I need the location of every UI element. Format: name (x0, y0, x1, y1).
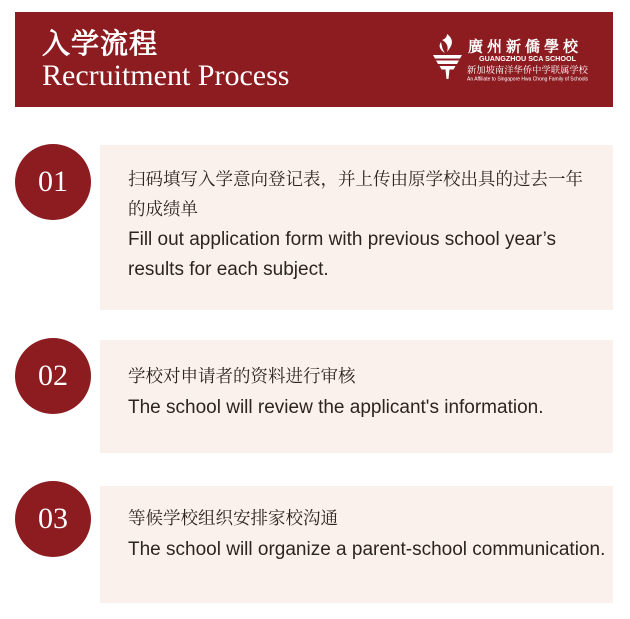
step-text-en: Fill out application form with previous school year’s (128, 229, 557, 251)
torch-icon (433, 34, 462, 79)
step-number-badge (15, 338, 91, 414)
step-text-en: The school will organize a parent-school communication. (128, 538, 606, 560)
step-card (100, 340, 613, 453)
step-item (0, 145, 630, 310)
step-card (100, 486, 613, 603)
step-text-en: The school will review the applicant's information. (128, 396, 544, 418)
page-title-en: Recruitment Process (42, 59, 290, 92)
logo-affiliation-en: An Affiliate to Singapore Hwa Chong Family of Schools (467, 76, 589, 83)
step-text-zh: 等候学校组织安排家校沟通 (128, 509, 338, 529)
step-number-badge (15, 481, 91, 557)
logo-name-en: GUANGZHOU SCA SCHOOL (479, 54, 577, 63)
step-text-zh: 学校对申请者的资料进行审核 (128, 367, 356, 387)
step-text-zh: 的成绩单 (128, 199, 198, 220)
step-text-zh: 扫码填写入学意向登记表，并上传由原学校出具的过去一年 (128, 170, 583, 190)
step-number: 01 (38, 165, 68, 198)
step-number-badge (15, 144, 91, 220)
step-text (128, 505, 605, 564)
logo-name-zh: 廣州新僑學校 (468, 37, 578, 56)
step-text (128, 363, 544, 422)
header-banner (15, 12, 613, 107)
logo-affiliation-zh: 新加坡南洋华侨中学联属学校 (467, 65, 588, 76)
school-logo (430, 32, 592, 84)
step-number: 02 (38, 359, 68, 392)
step-card (100, 145, 613, 310)
page-title-zh: 入学流程 (42, 27, 159, 60)
step-item (0, 486, 630, 603)
step-item (0, 340, 630, 453)
step-text (128, 166, 583, 285)
step-number: 03 (38, 502, 68, 535)
step-text-en: results for each subject. (128, 259, 329, 281)
